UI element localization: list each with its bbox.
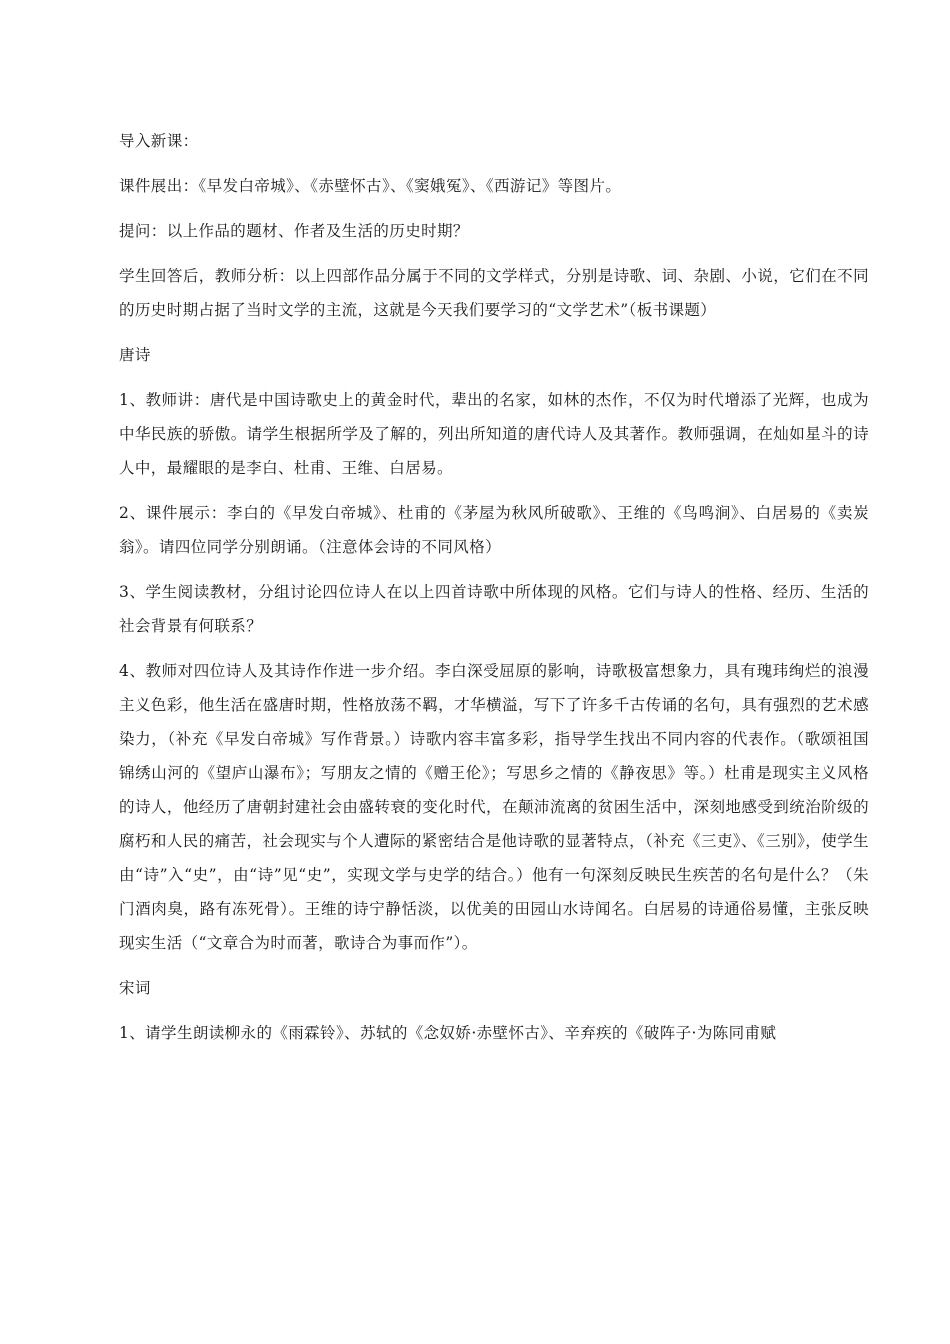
document-body — [119, 124, 869, 1061]
intro-heading: 导入新课： — [119, 132, 199, 150]
courseware-paragraph: 课件展出：《早发白帝城》、《赤壁怀古》、《窦娥冤》、《西游记》等图片。 — [119, 177, 622, 195]
analysis-paragraph: 学生回答后，教师分析：以上四部作品分属于不同的文学样式，分别是诗歌、词、杂剧、小说，它们在不同的历史时期占据了当时文学的主流，这就是今天我们要学习的“文学艺术”（板书课题） — [119, 267, 869, 319]
tang-paragraph-4: 4、教师对四位诗人及其诗作作进一步介绍。李白深受屈原的影响，诗歌极富想象力，具有瑰玮绚烂的浪漫主义色彩，他生活在盛唐时期，性格放荡不羁，才华横溢，写下了许多千古传诵的名句，具有强烈的艺术感染力，（补充《早发白帝城》写作背景。）诗歌内容丰富多彩，指导学生找出不同内容的代表作。（歌颂祖国锦绣山河的《望庐山瀑布》；写朋友之情的《赠王伦》；写思乡之情的《静夜思》等。）杜甫是现实主义风格的诗人，他经历了唐朝封建社会由盛转衰的变化时代，在颠沛流离的贫困生活中，深刻地感受到统治阶级的腐朽和人民的痛苦，社会现实与个人遭际的紧密结合是他诗歌的显著特点，（补充《三吏》、《三别》，使学生由“诗”入“史”，由“诗”见“史”，实现文学与史学的结合。）他有一句深刻反映民生疾苦的名句是什么？（朱门酒肉臭，路有冻死骨）。王维的诗宁静恬淡，以优美的田园山水诗闻名。白居易的诗通俗易懂，主张反映现实生活（“文章合为时而著，歌诗合为事而作”）。 — [119, 662, 869, 952]
song-heading: 宋词 — [119, 979, 151, 997]
tang-heading: 唐诗 — [119, 346, 151, 364]
tang-paragraph-1: 1、教师讲：唐代是中国诗歌史上的黄金时代，辈出的名家，如林的杰作，不仅为时代增添了光辉，也成为中华民族的骄傲。请学生根据所学及了解的，列出所知道的唐代诗人及其著作。教师强调，在灿如星斗的诗人中，最耀眼的是李白、杜甫、王维、白居易。 — [119, 391, 869, 477]
song-paragraph-1: 1、请学生朗读柳永的《雨霖铃》、苏轼的《念奴娇·赤壁怀古》、辛弃疾的《破阵子·为陈同甫赋 — [119, 1024, 777, 1042]
tang-paragraph-3: 3、学生阅读教材，分组讨论四位诗人在以上四首诗歌中所体现的风格。它们与诗人的性格、经历、生活的社会背景有何联系？ — [119, 583, 869, 635]
question-paragraph: 提问：以上作品的题材、作者及生活的历史时期？ — [119, 222, 469, 240]
tang-paragraph-2: 2、课件展示：李白的《早发白帝城》、杜甫的《茅屋为秋风所破歌》、王维的《鸟鸣涧》、白居易的《卖炭翁》。请四位同学分别朗诵。（注意体会诗的不同风格） — [119, 504, 869, 556]
